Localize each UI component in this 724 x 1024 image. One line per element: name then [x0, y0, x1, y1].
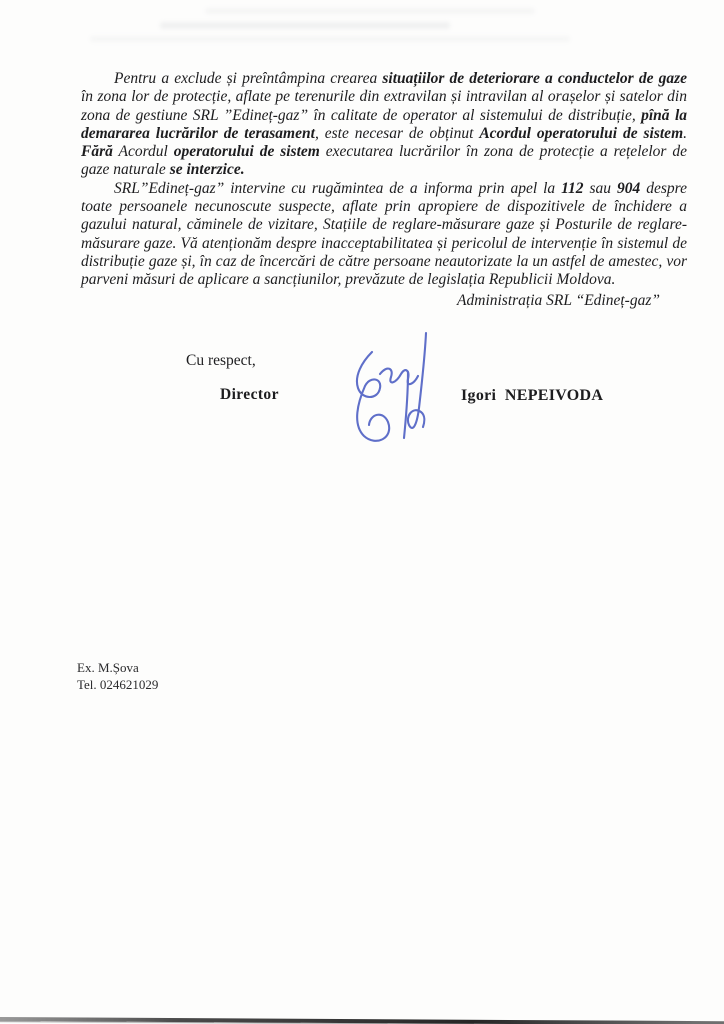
emphasized-text: se interzice. [169, 161, 245, 179]
body-text: executarea lucrărilor în zona de protecție a rețelelor de gaze naturale [81, 143, 687, 179]
paragraph-protection-zone [81, 70, 687, 180]
emphasized-text: 904 [617, 179, 641, 197]
body-text: SRL”Edineț-gaz” intervine cu rugămintea de a informa prin apel la [114, 179, 562, 197]
emphasized-text: pînă la demararea lucrărilor de terasament [81, 106, 687, 142]
scan-edge-line [0, 1017, 724, 1024]
executor-phone: Tel. 024621029 [77, 676, 159, 692]
body-text: Pentru a exclude și preîntâmpina crearea [114, 70, 383, 87]
signer-title: Director [220, 386, 279, 403]
body-text: sau [583, 179, 618, 197]
emphasized-text: operatorului de sistem [173, 143, 320, 161]
emphasized-text: Acordul operatorului de sistem [479, 124, 684, 142]
signature-ink [338, 326, 440, 454]
body-text: , este necesar de obținut [314, 124, 480, 142]
executor-name: Ex. M.Șova [77, 660, 139, 675]
emphasized-text: situațiilor de deteriorare a conductelor de gaze [382, 70, 687, 87]
closing-administration: Administrația SRL “Edineț-gaz” [457, 291, 660, 309]
executor-block [77, 660, 158, 693]
body-text: . [683, 124, 687, 142]
body-text: în zona lor de protecție, aflate pe terenurile din extravilan și intravilan al orașelor și satelor din zona de gestiune SRL ”Edineț-gaz” în calitate de operator al sistemului de distribuție, [81, 88, 687, 124]
letter-body [81, 70, 687, 310]
salutation: Cu respect, [186, 352, 256, 369]
scan-bleedthrough-artifact [90, 36, 570, 42]
scan-bleedthrough-artifact [160, 22, 450, 29]
body-text: despre toate persoanele necunoscute suspecte, aflate prin apropiere de dispozitivele de închidere a gazului natural, căminele de vizitare, Stațiile de reglare-măsurare gaze și Posturile de reglare-măsurare gaze. Vă atenționăm despre inacceptabilitatea și pericolul de intervenție în sistemul de distribuție gaze și, în caz de încercări de către persoane neautorizate la un astfel de amestec, vor parveni măsuri de aplicare a sancțiunilor, prevăzute de legislația Republicii Moldova. [81, 179, 687, 289]
signer-name: Igori NEPEIVODA [461, 387, 604, 404]
paragraph-emergency-numbers [81, 180, 687, 290]
scan-bleedthrough-artifact [205, 8, 535, 14]
body-text: Acordul [112, 143, 174, 161]
emphasized-text: Fără [81, 143, 113, 161]
emphasized-text: 112 [561, 179, 584, 197]
